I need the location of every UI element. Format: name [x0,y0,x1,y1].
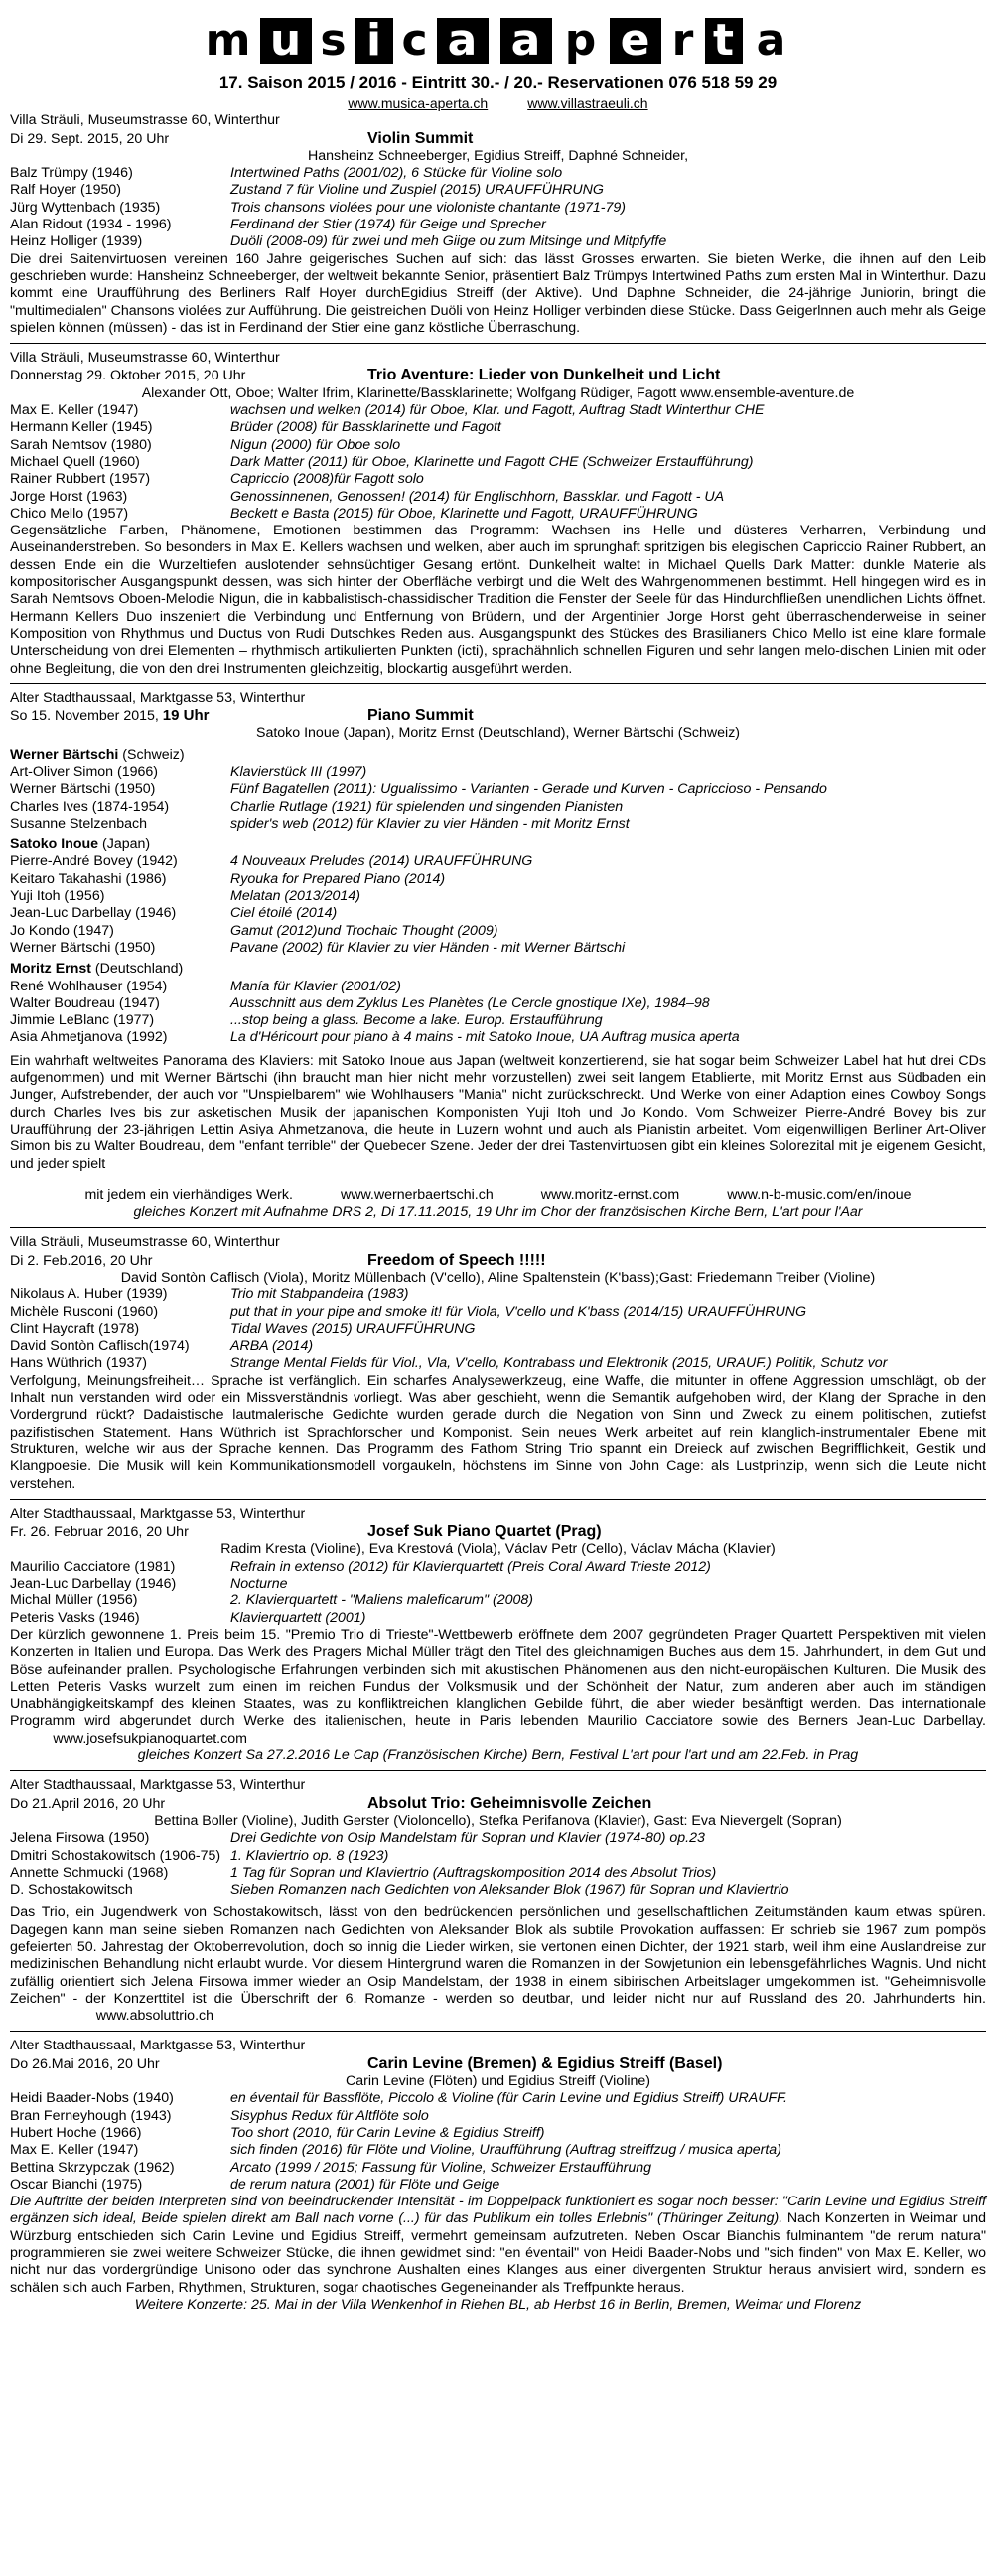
description-text: Das Trio, ein Jugendwerk von Schostakowitsch, lässt von den bedrückenden persönlichen und gesellschaftlichen Zeitumständen kaum etwas spüren. Dagegen kann man seine sieben Romanzen nach Gedichten von Aleksander Blok als subtile Provokation auffassen: Er schrieb sie 1967 zum pompös gefeierten 50. Jahrestag der Oktoberrevolution, doch so innig die Lieder wirken, sie vertonen einen Dichter, der 1921 starb, weil ihm eine Auslandreise zur medizinischen Behandlung nicht erlaubt wurde. Vor diesem Hintergrund waren die Romanzen in der Sowjetunion ein lebensgefährliches Wagnis. Und nicht zufällig orientiert sich Jelena Firsowa immer wieder an Osip Mandelstam, der 1938 in einem sibirischen Arbeitslager umgekommen ist. "Geheimnisvolle Zeichen" - der Konzerttitel ist die Überschrift der 6. Romanze - werden so deutbar, und leider nicht nur auf Russland des 20. Jahrhunderts hin. [10,1904,986,2007]
program-item [10,923,986,940]
concert-date: Di 29. Sept. 2015, 20 Uhr [10,130,170,147]
work: Zustand 7 für Violine und Zuspiel (2015) URAUFFÜHRUNG [230,182,604,199]
program-item [10,2090,986,2107]
divider [10,1770,986,1771]
composer: Heidi Baader-Nobs (1940) [10,2090,174,2107]
description-text: Ein wahrhaft weltweites Panorama des Klaviers: mit Satoko Inoue aus Japan (weltweit konzertierend, sie hat sogar beim Schweizer Label hat hut drei CDs aufgenommen) und mit Werner Bärtschi (ihn braucht man hier nicht mehr vorzustellen) zwei seit langem Etablierte, mit Moritz Ernst aus Südbaden ein Junger, Aufstrebender, der auch vor "Unspielbarem" wie Wohlhausers "Mania" nicht zurückschreckt. Und Werke von einer Adaption eines Cowboy Songs durch Charles Ives bis zur asketischen Musik der japanischen Komponisten Yuji Itoh und Jo Kondo. Vom Schweizer Pierre-André Bovey bis zur Uraufführung der 23-jährigen Lettin Asiya Ahmetzanova, die heute in Luzern wohnt und auch als Pianistin arbeitet. Vom eigenwilligen Berliner Art-Oliver Simon bis zu Walter Boudreau, dem "enfant terrible" der Quebecer Szene. Jeder der drei Tastenvirtuosen gibt ein kleines Solorezital mit je eigenem Gesicht, und jeder spielt [10,1052,986,1172]
pianist-heading-ernst [10,961,986,978]
program-item [10,888,986,905]
logo-letter: u [260,18,312,64]
divider [10,1227,986,1228]
venue: Alter Stadthaussaal, Marktgasse 53, Winterthur [10,689,306,706]
concert-description [10,1053,986,1173]
work: Nocturne [230,1576,288,1592]
pianist-country: (Deutschland) [90,961,184,978]
composer: Keitaro Takahashi (1986) [10,870,167,887]
date-line [10,1795,986,1813]
concert-date: Di 2. Feb.2016, 20 Uhr [10,1252,153,1269]
logo-letter: i [355,18,393,64]
concert-title: Carin Levine (Bremen) & Egidius Streiff (Basel) [367,2054,723,2072]
work: Strange Mental Fields für Viol., Vla, V'cello, Kontrabass und Elektronik (2015, URAUF.) Politik, Schutz vor [230,1355,888,1372]
concert-description [10,1627,986,1747]
performers: Bettina Boller (Violine), Judith Gerster (Violoncello), Stefka Perifanova (Klavier), Gast: Eva Nievergelt (Sopran) [154,1812,842,1829]
composer: Jelena Firsowa (1950) [10,1830,150,1847]
pianist-name: Werner Bärtschi [10,746,119,763]
work: put that in your pipe and smoke it! für Viola, V'cello und K'bass (2014/15) URAUFFÜHRUNG [230,1303,807,1320]
program-item [10,816,986,833]
work: Ryouka for Prepared Piano (2014) [230,870,446,887]
program-item [10,419,986,436]
composer: D. Schostakowitsch [10,1882,133,1898]
logo-letter: p [555,18,607,64]
concert-title: Absolut Trio: Geheimnisvolle Zeichen [367,1794,652,1812]
venue: Villa Sträuli, Museumstrasse 60, Winterthur [10,112,280,129]
logo-letter: a [746,18,797,64]
link-inoue[interactable]: www.n-b-music.com/en/inoue [727,1186,912,1203]
link-werner-baertschi[interactable]: www.wernerbaertschi.ch [340,1186,494,1203]
program-item [10,940,986,957]
concert-title: Piano Summit [367,707,474,725]
program-item [10,1029,986,1046]
program-item [10,905,986,922]
composer: Heinz Holliger (1939) [10,233,143,250]
work: de rerum natura (2001) für Flöte und Geige [230,2176,500,2193]
program-list [10,979,986,1047]
composer: Yuji Itoh (1956) [10,888,105,905]
work: Klavierquartett (2001) [230,1609,366,1626]
concert-date: Donnerstag 29. Oktober 2015, 20 Uhr [10,368,246,384]
work: 1 Tag für Sopran und Klaviertrio (Auftragskomposition 2014 des Absolut Trios) [230,1864,717,1881]
program-list [10,165,986,250]
program-item [10,2108,986,2125]
program-list [10,402,986,523]
concert-levine-streiff [10,2038,986,2314]
program-item [10,1338,986,1355]
program-item [10,471,986,488]
date-prefix: So 15. November 2015, [10,708,163,725]
work: Sieben Romanzen nach Gedichten von Aleksander Blok (1967) für Sopran und Klaviertrio [230,1882,789,1898]
composer: Rainer Rubbert (1957) [10,471,151,488]
program-item [10,1882,986,1898]
logo-letter: a [500,18,552,64]
link-josef-suk[interactable]: www.josefsukpianoquartet.com [53,1730,247,1746]
work: Sisyphus Redux für Altflöte solo [230,2107,429,2124]
program-item [10,995,986,1012]
work: Duöli (2008-09) für zwei und meh Giige ou zum Mitsinge und Mitpfyffe [230,233,667,250]
program-item [10,1576,986,1592]
performers: Carin Levine (Flöten) und Egidius Streiff (Violine) [345,2073,651,2090]
concert-note: gleiches Konzert mit Aufnahme DRS 2, Di 17.11.2015, 19 Uhr im Chor der französischen Kirche Bern, L'art pour l'Aar [133,1204,863,1221]
composer: Annette Schmucki (1968) [10,1864,169,1881]
pianist-country: (Japan) [98,836,151,853]
program-list [10,853,986,957]
work: Refrain in extenso (2012) für Klavierquartett (Preis Coral Award Trieste 2012) [230,1558,711,1575]
performers: Alexander Ott, Oboe; Walter Ifrim, Klarinette/Bassklarinette; Wolfgang Rüdiger, Fagott www.ensemble-aventure.de [141,384,855,401]
work: ARBA (2014) [230,1338,314,1355]
composer: Michèle Rusconi (1960) [10,1303,159,1320]
composer: Sarah Nemtsov (1980) [10,436,152,453]
date-time: 19 Uhr [162,707,210,725]
work: Trio mit Stabpandeira (1983) [230,1287,409,1303]
performers: Satoko Inoue (Japan), Moritz Ernst (Deutschland), Werner Bärtschi (Schweiz) [255,725,741,742]
pianist-heading-inoue [10,836,986,853]
work: Pavane (2002) für Klavier zu vier Händen - mit Werner Bärtschi [230,939,626,956]
date-line [10,130,986,148]
venue: Alter Stadthaussaal, Marktgasse 53, Winterthur [10,1777,306,1794]
divider [10,1499,986,1500]
work: Beckett e Basta (2015) für Oboe, Klarinette und Fagott, URAUFFÜHRUNG [230,505,698,522]
work: Genossinnenen, Genossen! (2014) für Englischhorn, Bassklar. und Fagott - UA [230,488,725,505]
concert-trio-aventure [10,350,986,678]
description-text: Die drei Saitenvirtuosen vereinen 160 Jahre geigerisches Suchen auf sich: das lässt Grosses erwarten. Sie bieten Werke, die ihnen auf den Leib geschrieben wurde: Hansheinz Schneeberger, der weltweit bekannte Senior, präsentiert Balz Trümpys Intertwined Paths zum ersten Mal in Winterthur. Dazu kommt eine Uraufführung des Berliners Ralf Hoyer durchEgidius Streiff (der Aktive). Und Daphne Schneider, die 24-jährige Juniorin, bringt die "multimedialen" Chansons violées zur Aufführung. Die geistreichen Duöli von Heinz Holliger verbinden diese Stücke. Dass Geigerlnnen auch mehr als Geige spielen können (müssen) - das ist in Ferdinand der Stier eine ganz köstliche Überraschung. [10,250,986,336]
composer: Hubert Hoche (1966) [10,2124,142,2141]
program-item [10,764,986,781]
program-item [10,1592,986,1609]
program-item [10,853,986,870]
date-line [10,2055,986,2073]
program-item [10,1012,986,1029]
concert-title: Violin Summit [367,129,474,147]
date-line [10,1523,986,1541]
work: Manía für Klavier (2001/02) [230,978,401,994]
work: La d'Héricourt pour piano à 4 mains - mit Satoko Inoue, UA Auftrag musica aperta [230,1029,740,1046]
work: 2. Klavierquartett - "Maliens maleficarum" (2008) [230,1592,533,1609]
composer: Dmitri Schostakowitsch (1906-75) [10,1847,221,1864]
venue: Villa Sträuli, Museumstrasse 60, Winterthur [10,350,280,367]
concert-josef-suk-piano-quartet [10,1506,986,1764]
composer: Asia Ahmetjanova (1992) [10,1029,168,1046]
composer: Oscar Bianchi (1975) [10,2176,143,2193]
venue: Villa Sträuli, Museumstrasse 60, Winterthur [10,1234,280,1251]
season-line: 17. Saison 2015 / 2016 - Eintritt 30.- / 20.- Reservationen 076 518 59 29 [218,74,778,92]
concert-description [10,1904,986,2025]
composer: Jimmie LeBlanc (1977) [10,1012,155,1029]
program-item [10,781,986,798]
program-item [10,1355,986,1372]
work: wachsen und welken (2014) für Oboe, Klar. und Fagott, Auftrag Stadt Winterthur CHE [230,402,765,419]
logo-word-musica [200,15,489,66]
composer: Peteris Vasks (1946) [10,1609,140,1626]
work: Fünf Bagatellen (2011): Ugualissimo - Varianten - Gerade und Kurven - Capriccioso - Pensando [230,781,827,798]
composer: David Sontòn Caflisch(1974) [10,1338,190,1355]
composer: Max E. Keller (1947) [10,2142,139,2159]
program-item [10,1321,986,1338]
work: en éventail für Bassflöte, Piccolo & Violine (für Carin Levine und Egidius Streiff) URAUFF. [230,2090,787,2107]
venue: Alter Stadthaussaal, Marktgasse 53, Winterthur [10,2038,306,2054]
logo-letter: t [705,18,743,64]
work: Melatan (2013/2014) [230,888,360,905]
header-links [10,95,986,112]
work: sich finden (2016) für Flöte und Violine, Uraufführung (Auftrag streiffzug / musica aperta) [230,2142,781,2159]
program-item [10,182,986,199]
composer: Alan Ridout (1934 - 1996) [10,217,172,233]
composer: Ralf Hoyer (1950) [10,182,121,199]
logo-letter: c [396,18,434,64]
url-row [10,1187,986,1204]
composer: Susanne Stelzenbach [10,815,148,832]
composer: Jean-Luc Darbellay (1946) [10,1576,177,1592]
composer: Balz Trümpy (1946) [10,165,133,182]
composer: Max E. Keller (1947) [10,402,139,419]
divider [10,683,986,684]
description-text: Verfolgung, Meinungsfreiheit… Sprache ist verfänglich. Ein scharfes Analysewerkzeug, eine Waffe, die mitunter in offene Aggression umschlägt, ob der Inhalt nun verstanden wird oder ein Missverständnis vorliegt. Was aber geschieht, wenn die Semantik aufgehoben wird, der Klang der Sprache in den Vordergrund rückt? Dadaistische lautmalerische Gedichte wurden gerade durch die Negation von Sinn und Zweck zu einem politischen, zutiefst pazifistischen Statement. Hans Wüthrich ist Sprachforscher und Komponist. Sein neues Werk arbeitet auf rein klanglich-instrumentaler Ebene mit Strukturen, welche wir aus der Sprache kennen. Das Programm des Fathom String Trio spannt ein Dreieck auf zwischen Begrifflichkeit, Gestik und Klangpoesie. Die Musik will kein Kommunikationsmodell vorgaukeln, höchstens im Sinne von John Cage: als Lustprinzip, wenn sich die Leute nicht verstehen. [10,1372,986,1492]
program-item [10,1559,986,1576]
work: Dark Matter (2011) für Oboe, Klarinette und Fagott CHE (Schweizer Erstaufführung) [230,453,754,470]
work: Nigun (2000) für Oboe solo [230,436,401,453]
date-line [10,367,986,384]
concert-note: Weitere Konzerte: 25. Mai in der Villa Wenkenhof in Riehen BL, ab Herbst 16 in Berlin, Bremen, Weimar und Florenz [134,2296,862,2313]
description-text: Nach Konzerten in Weimar und Würzburg entschieden sich Carin Levine und Egidius Streiff, vermehrt gemeinsam aufzutreten. Neben Oscar Bianchis fulminantem "de rerum natura" programmieren sie zwei weitere Schweizer Stücke, die ihnen gewidmet sind: "en éventail" von Heidi Baader-Nobs und "sich finden" von Max E. Keller, wo nicht nur das vordergründige Unisono oder das synchrone Aushalten eines Klanges aus einer divergenten Struktur heraus anvisiert wird, sondern es schälen sich auch Farben, Rhythmen, Strukturen, sogar chaotisches Gegeneinander als Treffpunkte heraus. [10,2210,986,2296]
logo-letter: e [610,18,661,64]
program-item [10,2177,986,2194]
work: Ausschnitt aus dem Zyklus Les Planètes (Le Cercle gnostique IXe), 1984–98 [230,994,710,1011]
composer: Chico Mello (1957) [10,505,129,522]
composer: Clint Haycraft (1978) [10,1320,140,1337]
composer: Jo Kondo (1947) [10,922,114,939]
program-item [10,437,986,454]
work: Tidal Waves (2015) URAUFFÜHRUNG [230,1320,476,1337]
work: ...stop being a glass. Become a lake. Europ. Erstaufführung [230,1012,603,1029]
concert-piano-summit [10,690,986,1222]
link-absolut-trio[interactable]: www.absoluttrio.ch [95,2008,213,2025]
concert-note: gleiches Konzert Sa 27.2.2016 Le Cap (Französischen Kirche) Bern, Festival L'art pour l'art und am 22.Feb. in Prag [137,1747,859,1764]
program-list [10,1559,986,1627]
logo [10,0,986,66]
venue: Alter Stadthaussaal, Marktgasse 53, Winterthur [10,1505,306,1522]
composer: Pierre-André Bovey (1942) [10,853,178,870]
program-item [10,489,986,506]
concert-description [10,251,986,337]
performers: Hansheinz Schneeberger, Egidius Streiff, Daphné Schneider, [307,147,689,164]
program-item [10,2125,986,2142]
program-list [10,1830,986,1898]
program-item [10,2142,986,2159]
work: Arcato (1999 / 2015; Fassung für Violine, Schweizer Erstaufführung [230,2159,652,2176]
date-line [10,707,986,725]
concert-description [10,1373,986,1493]
description-text: Der kürzlich gewonnene 1. Preis beim 15. "Premio Trio di Trieste"-Wettbewerb eröffnete dem 2007 gegründeten Prager Quartett Perspektiven mit vielen Konzerten in Italien und Europa. Das Werk des Pragers Michal Müller trägt den Titel des gleichnamigen Buches aus dem 15. Jahrhundert, in dem Gut und Böse aufeinander prallen. Psychologische Erfahrungen verbinden sich mit akustischen Phänomenen aus den nicht-europäischen Kulturen. Die Musik des Letten Peteris Vasks wurzelt zum einen im reichen Fundus der Volksmusik und der Schönheit der Natur, zum anderen aber auch im ständigen Unabhängigkeitskampf des kleinen Staates, was zu konfliktreichen klanglichen Gebilde führt, die aber wieder besänftigt werden. Das internationale Programm wird abgerundet durch Werke des italienischen, heute in Paris lebenden Maurilio Cacciatore sowie des Berners Jean-Luc Darbellay. [10,1626,986,1730]
logo-letter: m [200,18,257,64]
program-item [10,1865,986,1882]
program-item [10,402,986,419]
concert-date: Fr. 26. Februar 2016, 20 Uhr [10,1524,189,1541]
logo-letter: s [315,18,353,64]
pianist-heading-baertschi [10,747,986,764]
composer: Werner Bärtschi (1950) [10,781,156,798]
composer: Maurilio Cacciatore (1981) [10,1558,176,1575]
work: Trois chansons violées pour une violoniste chantante (1971-79) [230,199,627,216]
work: Charlie Rutlage (1921) für spielenden und singenden Pianisten [230,798,624,815]
performers: David Sontòn Caflisch (Viola), Moritz Müllenbach (V'cello), Aline Spaltenstein (K'bass);Gast: Friedemann Treiber (Violine) [120,1270,876,1286]
work: Brüder (2008) für Bassklarinette und Fagott [230,419,501,436]
logo-word-aperta [500,15,797,66]
composer: Werner Bärtschi (1950) [10,939,156,956]
program-item [10,979,986,995]
pianist-name: Moritz Ernst [10,961,91,978]
program-item [10,217,986,233]
program-item [10,165,986,182]
description-end: mit jedem ein vierhändiges Werk. [84,1186,293,1203]
divider [10,2031,986,2032]
program-item [10,1848,986,1865]
concert-date: Do 21.April 2016, 20 Uhr [10,1795,166,1812]
composer: Bran Ferneyhough (1943) [10,2107,172,2124]
date-line [10,1252,986,1270]
work: 1. Klaviertrio op. 8 (1923) [230,1847,389,1864]
link-villastraeuli[interactable]: www.villastraeuli.ch [527,95,648,111]
program-item [10,200,986,217]
program-item [10,871,986,888]
program-item [10,1830,986,1847]
program-item [10,2160,986,2177]
composer: Art-Oliver Simon (1966) [10,763,159,780]
description-text: Gegensätzliche Farben, Phänomene, Emotionen bestimmen das Programm: Wachsen ins Helle und düsteres Verharren, Verbindung und Auseinanderstreben. So besonders in Max E. Kellers wachsen und welken, aber auch im sprunghaft spritzigen bis elegischen Capriccio Rainer Rubbert, an dessen Ende ein die Wurzeltiefen auslotender sehnsüchtiger Gesang ertönt. Dunkelheit waltet in Michael Quells Dark Matter: dunkle Materie als kompositorischer Ausgangspunkt dessen, was sich hinter der Oberfläche verbirgt und die Welt des Wahrgenommenen bestimmt. Hell hingegen wird es in Sarah Nemtsovs Oboen-Melodie Nigun, die in kabbalistisch-chassidischer Tradition die Fenster der Seele für das Hindurchfließen unendlichen Lichts öffnet. Hermann Kellers Duo inszeniert die Verbindung und Entfernung von Brüdern, und der Argentinier Jorge Horst geht überraschenderweise in seiner Komposition von Rhythmus und Ductus von Rudi Dutschkes Reden aus. Ausgangspunkt des Stückes des Brasilianers Chico Mello ist eine klare formale Unterscheidung von drei Elementen – rhythmisch artikulierten Punkten (icti), sprachähnlich schnellen Figuren und sehr langen melo-dischen Linien mit oder ohne Begleitung, die von den drei Instrumenten gleichzeitig, blockartig ausgeführt werden. [10,523,986,677]
link-moritz-ernst[interactable]: www.moritz-ernst.com [540,1186,680,1203]
program-list [10,764,986,833]
press-quote: Die Auftritte der beiden Interpreten sind von beeindruckender Intensität - im Doppelpack funktioniert es sogar noch besser: "Carin Levine und Egidius Streiff ergänzen sich ideal, Beide spielen direkt am Ball nach vorne (...) für das Publikum ein tolles Erlebnis" (Thüringer Zeitung). [10,2194,986,2227]
concert-description [10,523,986,678]
concert-freedom-of-speech [10,1234,986,1492]
composer: Charles Ives (1874-1954) [10,798,170,815]
composer: Hermann Keller (1945) [10,419,153,436]
work: Gamut (2012)und Trochaic Thought (2009) [230,922,498,939]
work: spider's web (2012) für Klavier zu vier Händen - mit Moritz Ernst [230,815,630,832]
concert-date [10,707,367,725]
work: Klavierstück III (1997) [230,763,367,780]
program-list [10,2090,986,2194]
program-item [10,1304,986,1321]
composer: Jürg Wyttenbach (1935) [10,199,161,216]
work: Ferdinand der Stier (1974) für Geige und Sprecher [230,217,546,233]
pianist-name: Satoko Inoue [10,836,99,853]
composer: Bettina Skrzypczak (1962) [10,2159,175,2176]
program-item [10,506,986,523]
program-item [10,454,986,471]
concert-absolut-trio [10,1777,986,2025]
work: Capriccio (2008)für Fagott solo [230,471,424,488]
program-item [10,1287,986,1303]
program-item [10,233,986,250]
composer: Hans Wüthrich (1937) [10,1355,147,1372]
composer: Jorge Horst (1963) [10,488,128,505]
concert-title: Trio Aventure: Lieder von Dunkelheit und Licht [367,367,721,384]
program-list [10,1287,986,1372]
composer: Nikolaus A. Huber (1939) [10,1287,168,1303]
performers: Radim Kresta (Violine), Eva Krestová (Viola), Václav Petr (Cello), Václav Mácha (Klavier) [220,1541,776,1558]
work: Drei Gedichte von Osip Mandelstam für Sopran und Klavier (1974-80) op.23 [230,1830,705,1847]
work: Ciel étoilé (2014) [230,905,338,922]
composer: Jean-Luc Darbellay (1946) [10,905,177,922]
link-musica-aperta[interactable]: www.musica-aperta.ch [348,95,489,111]
program-item [10,799,986,816]
concert-date: Do 26.Mai 2016, 20 Uhr [10,2055,160,2072]
concert-title: Freedom of Speech !!!!! [367,1251,546,1269]
concert-violin-summit [10,112,986,337]
composer: Walter Boudreau (1947) [10,994,160,1011]
composer: René Wohlhauser (1954) [10,978,168,994]
concert-description [10,2194,986,2297]
divider [10,343,986,344]
concert-title: Josef Suk Piano Quartet (Prag) [367,1523,602,1541]
work: Too short (2010, für Carin Levine & Egidius Streiff) [230,2124,545,2141]
program-item [10,1610,986,1627]
work: 4 Nouveaux Preludes (2014) URAUFFÜHRUNG [230,853,533,870]
composer: Michael Quell (1960) [10,453,140,470]
composer: Michal Müller (1956) [10,1592,138,1609]
logo-letter: a [437,18,489,64]
logo-letter: r [664,18,702,64]
pianist-country: (Schweiz) [118,746,185,763]
work: Intertwined Paths (2001/02), 6 Stücke für Violine solo [230,165,563,182]
